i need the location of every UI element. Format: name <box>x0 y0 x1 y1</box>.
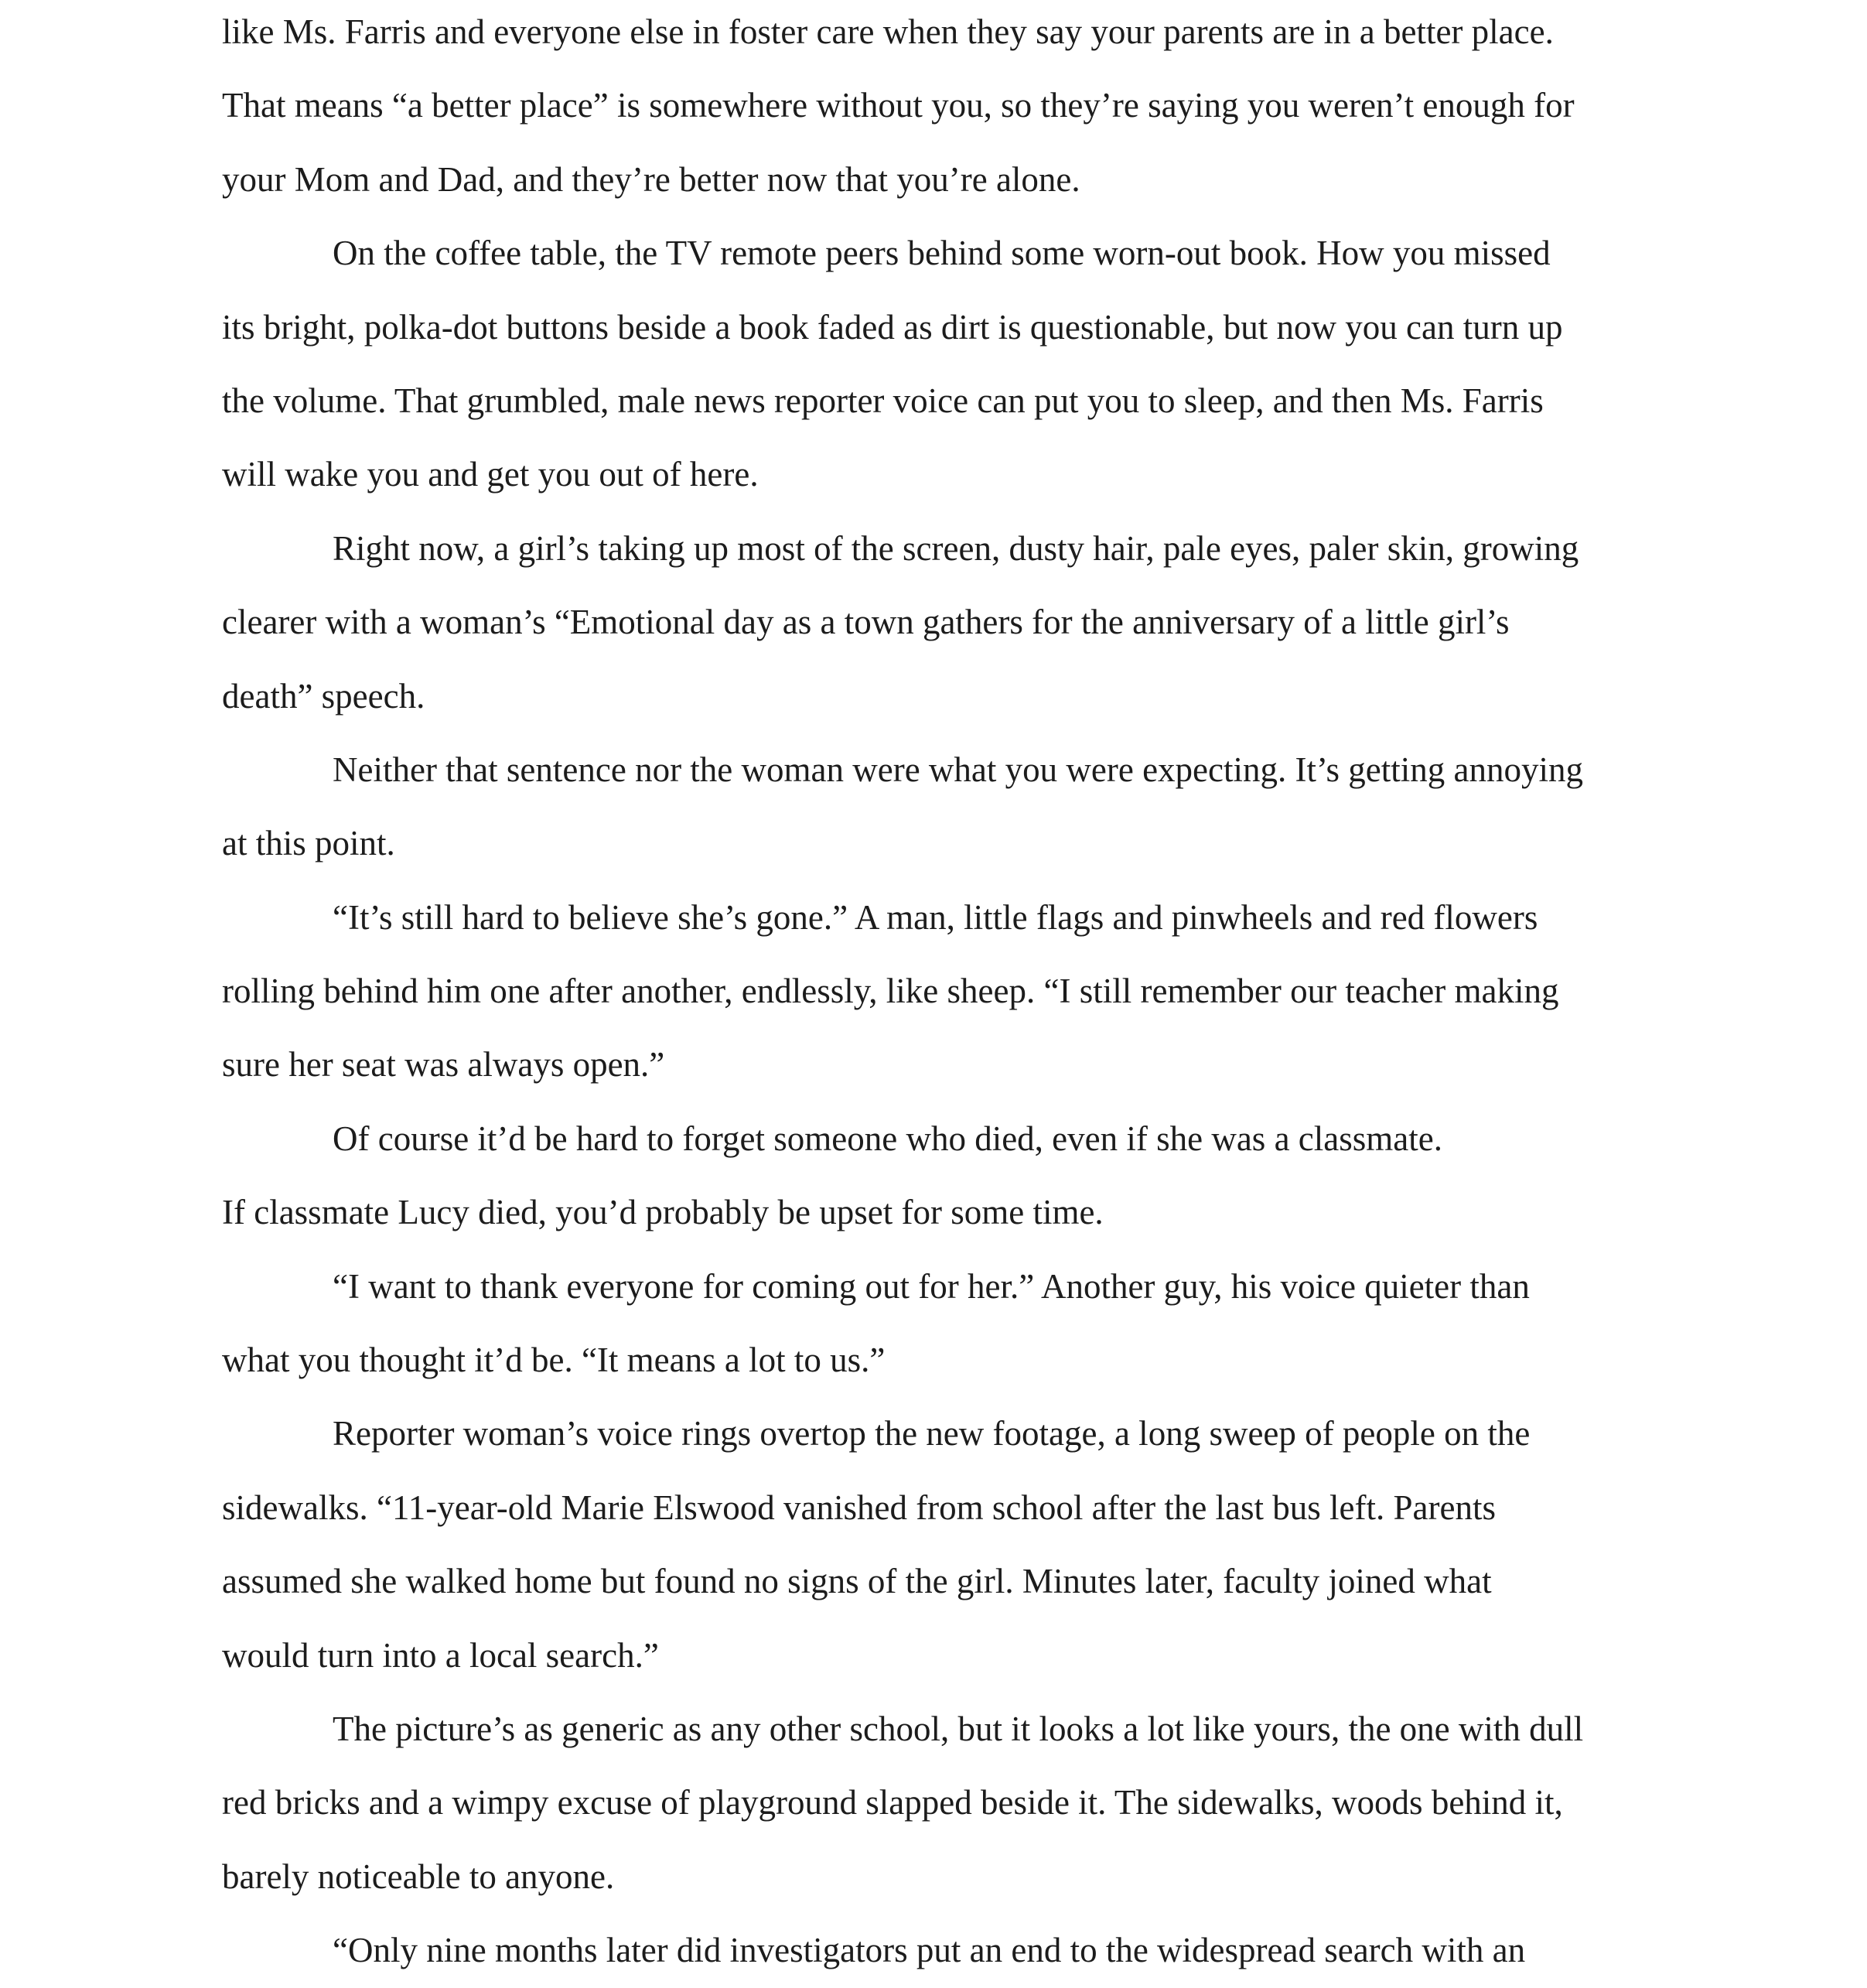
text-line: like Ms. Farris and everyone else in foster care when they say your parents are in a better place. <box>222 12 1554 51</box>
text-line: at this point. <box>222 824 395 863</box>
paragraph-first-line: “It’s still hard to believe she’s gone.” A man, little flags and pinwheels and red flowers <box>333 897 1538 937</box>
text-line: rolling behind him one after another, endlessly, like sheep. “I still remember our teacher making <box>222 972 1559 1011</box>
text-line: your Mom and Dad, and they’re better now that you’re alone. <box>222 159 1080 199</box>
text-line: what you thought it’d be. “It means a lot to us.” <box>222 1341 886 1380</box>
text-line: barely noticeable to anyone. <box>222 1856 615 1896</box>
body-text <box>222 0 1668 1988</box>
paragraph-first-line: Neither that sentence nor the woman were what you were expecting. It’s getting annoying <box>333 750 1583 789</box>
paragraph-first-line: The picture’s as generic as any other school, but it looks a lot like yours, the one with dull <box>333 1709 1584 1748</box>
text-line: If classmate Lucy died, you’d probably be upset for some time. <box>222 1193 1104 1232</box>
text-line: sidewalks. “11-year-old Marie Elswood vanished from school after the last bus left. Parents <box>222 1488 1496 1527</box>
paragraph-first-line: Reporter woman’s voice rings overtop the new footage, a long sweep of people on the <box>333 1414 1531 1453</box>
text-line: red bricks and a wimpy excuse of playground slapped beside it. The sidewalks, woods behind it, <box>222 1783 1563 1822</box>
paragraph-first-line: “Only nine months later did investigators put an end to the widespread search with an <box>333 1931 1526 1970</box>
paragraph-first-line: Right now, a girl’s taking up most of the screen, dusty hair, pale eyes, paler skin, growing <box>333 528 1579 568</box>
text-line: will wake you and get you out of here. <box>222 455 759 494</box>
text-line: assumed she walked home but found no signs of the girl. Minutes later, faculty joined what <box>222 1562 1492 1601</box>
text-line: its bright, polka-dot buttons beside a book faded as dirt is questionable, but now you can turn up <box>222 307 1563 347</box>
text-line: sure her seat was always open.” <box>222 1045 665 1085</box>
paragraph-first-line: “I want to thank everyone for coming out for her.” Another guy, his voice quieter than <box>333 1266 1530 1306</box>
text-line: death” speech. <box>222 676 425 716</box>
text-line: clearer with a woman’s “Emotional day as a town gathers for the anniversary of a little girl’s <box>222 603 1510 642</box>
paragraph-first-line: On the coffee table, the TV remote peers behind some worn-out book. How you missed <box>333 234 1551 273</box>
text-line: would turn into a local search.” <box>222 1635 659 1675</box>
text-line: the volume. That grumbled, male news reporter voice can put you to sleep, and then Ms. Farris <box>222 381 1544 420</box>
paragraph-first-line: Of course it’d be hard to forget someone who died, even if she was a classmate. <box>333 1119 1442 1158</box>
text-line: That means “a better place” is somewhere without you, so they’re saying you weren’t enough for <box>222 86 1575 125</box>
